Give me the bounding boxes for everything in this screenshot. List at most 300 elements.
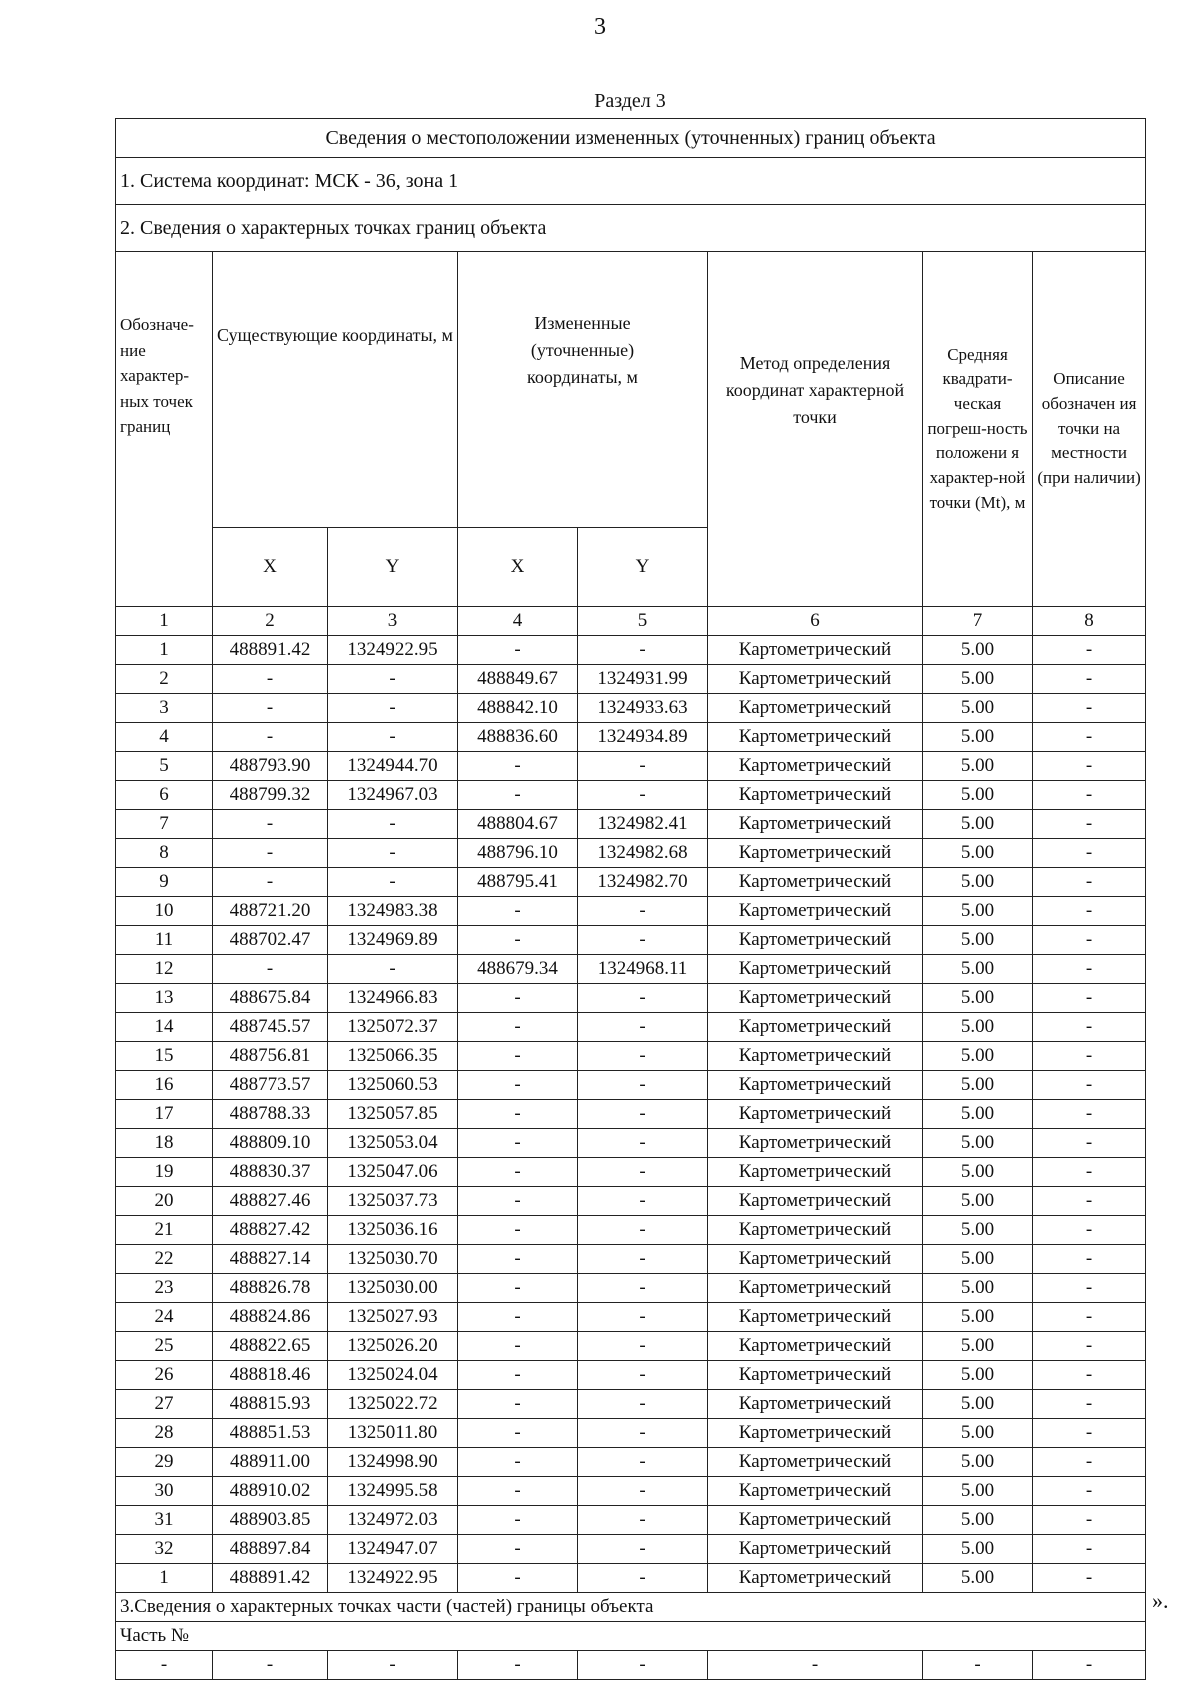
- cell-changed-y: -: [578, 1361, 708, 1390]
- cell-description: -: [1033, 1303, 1146, 1332]
- table-row: [116, 1303, 1146, 1332]
- cell-point-number: 20: [116, 1187, 213, 1216]
- table-row: [116, 752, 1146, 781]
- table-row: [116, 723, 1146, 752]
- cell-point-number: 28: [116, 1419, 213, 1448]
- table-row: [116, 1187, 1146, 1216]
- cell-method: Картометрический: [708, 955, 923, 984]
- cell-changed-x: -: [458, 1158, 578, 1187]
- cell-method: Картометрический: [708, 1158, 923, 1187]
- header-existing-y: Y: [328, 528, 458, 607]
- cell-changed-y: 1324931.99: [578, 665, 708, 694]
- cell-point-number: 9: [116, 868, 213, 897]
- cell-error: 5.00: [923, 1361, 1033, 1390]
- coordinates-table: [115, 118, 1146, 1680]
- cell-method: Картометрический: [708, 1216, 923, 1245]
- cell-description: -: [1033, 839, 1146, 868]
- cell-existing-y: 1325011.80: [328, 1419, 458, 1448]
- cell-changed-y: -: [578, 1100, 708, 1129]
- column-number: 2: [213, 607, 328, 636]
- cell-existing-y: 1325057.85: [328, 1100, 458, 1129]
- cell-existing-x: 488827.14: [213, 1245, 328, 1274]
- table-row: [116, 1448, 1146, 1477]
- cell-existing-y: -: [328, 810, 458, 839]
- cell-error: 5.00: [923, 1419, 1033, 1448]
- cell-changed-y: -: [578, 1187, 708, 1216]
- cell-method: Картометрический: [708, 1013, 923, 1042]
- cell-changed-x: -: [458, 1419, 578, 1448]
- cell-error: 5.00: [923, 636, 1033, 665]
- cell-point-number: 3: [116, 694, 213, 723]
- cell-changed-y: -: [578, 1071, 708, 1100]
- cell-changed-y: -: [578, 1274, 708, 1303]
- cell-description: -: [1033, 1042, 1146, 1071]
- table-row: [116, 636, 1146, 665]
- cell-changed-x: -: [458, 1071, 578, 1100]
- cell-existing-x: 488799.32: [213, 781, 328, 810]
- parts-heading: 3.Сведения о характерных точках части (частей) границы объекта: [116, 1593, 1146, 1622]
- table-row: [116, 839, 1146, 868]
- cell-existing-x: 488809.10: [213, 1129, 328, 1158]
- cell-changed-y: -: [578, 1129, 708, 1158]
- cell-existing-x: 488851.53: [213, 1419, 328, 1448]
- cell-changed-x: 488849.67: [458, 665, 578, 694]
- cell-method: Картометрический: [708, 752, 923, 781]
- cell-changed-y: -: [578, 984, 708, 1013]
- cell-point-number: 5: [116, 752, 213, 781]
- page-number: 3: [594, 14, 606, 40]
- cell-error: 5.00: [923, 781, 1033, 810]
- cell-changed-x: -: [458, 1361, 578, 1390]
- cell-existing-y: 1325030.70: [328, 1245, 458, 1274]
- cell-changed-y: -: [578, 1245, 708, 1274]
- cell-method: Картометрический: [708, 984, 923, 1013]
- parts-cell: -: [328, 1651, 458, 1680]
- cell-error: 5.00: [923, 1100, 1033, 1129]
- table-row: [116, 810, 1146, 839]
- cell-description: -: [1033, 1332, 1146, 1361]
- cell-method: Картометрический: [708, 1303, 923, 1332]
- cell-existing-y: 1325030.00: [328, 1274, 458, 1303]
- cell-method: Картометрический: [708, 1245, 923, 1274]
- cell-error: 5.00: [923, 1013, 1033, 1042]
- cell-description: -: [1033, 1448, 1146, 1477]
- cell-existing-y: 1325022.72: [328, 1390, 458, 1419]
- closing-mark: ».: [1152, 1588, 1169, 1613]
- cell-error: 5.00: [923, 723, 1033, 752]
- cell-changed-y: 1324933.63: [578, 694, 708, 723]
- cell-point-number: 4: [116, 723, 213, 752]
- cell-error: 5.00: [923, 1216, 1033, 1245]
- table-row: [116, 926, 1146, 955]
- table-row: [116, 694, 1146, 723]
- cell-changed-x: -: [458, 1042, 578, 1071]
- cell-existing-x: 488891.42: [213, 1564, 328, 1593]
- cell-existing-y: 1324995.58: [328, 1477, 458, 1506]
- cell-existing-y: 1325072.37: [328, 1013, 458, 1042]
- cell-point-number: 31: [116, 1506, 213, 1535]
- cell-error: 5.00: [923, 897, 1033, 926]
- cell-existing-y: 1325026.20: [328, 1332, 458, 1361]
- cell-point-number: 1: [116, 1564, 213, 1593]
- cell-point-number: 7: [116, 810, 213, 839]
- table-row: [116, 1216, 1146, 1245]
- cell-method: Картометрический: [708, 1071, 923, 1100]
- column-number: 8: [1033, 607, 1146, 636]
- cell-description: -: [1033, 868, 1146, 897]
- cell-existing-x: -: [213, 723, 328, 752]
- cell-existing-y: 1325047.06: [328, 1158, 458, 1187]
- cell-existing-x: -: [213, 955, 328, 984]
- cell-existing-x: 488745.57: [213, 1013, 328, 1042]
- cell-description: -: [1033, 1419, 1146, 1448]
- cell-point-number: 8: [116, 839, 213, 868]
- cell-changed-y: 1324982.68: [578, 839, 708, 868]
- column-numbers-row: [116, 607, 1146, 636]
- cell-existing-y: 1325066.35: [328, 1042, 458, 1071]
- cell-existing-x: 488911.00: [213, 1448, 328, 1477]
- cell-existing-y: -: [328, 868, 458, 897]
- cell-changed-x: 488796.10: [458, 839, 578, 868]
- cell-description: -: [1033, 810, 1146, 839]
- parts-cell: -: [708, 1651, 923, 1680]
- cell-point-number: 19: [116, 1158, 213, 1187]
- cell-changed-x: 488842.10: [458, 694, 578, 723]
- cell-existing-y: -: [328, 723, 458, 752]
- table-row: [116, 1477, 1146, 1506]
- cell-existing-y: 1325024.04: [328, 1361, 458, 1390]
- cell-error: 5.00: [923, 694, 1033, 723]
- cell-existing-x: 488827.46: [213, 1187, 328, 1216]
- cell-changed-x: -: [458, 1390, 578, 1419]
- cell-point-number: 2: [116, 665, 213, 694]
- cell-changed-x: -: [458, 1448, 578, 1477]
- cell-existing-x: 488815.93: [213, 1390, 328, 1419]
- cell-description: -: [1033, 984, 1146, 1013]
- cell-changed-x: -: [458, 1013, 578, 1042]
- cell-error: 5.00: [923, 1332, 1033, 1361]
- cell-point-number: 14: [116, 1013, 213, 1042]
- cell-description: -: [1033, 1158, 1146, 1187]
- cell-changed-x: -: [458, 1477, 578, 1506]
- cell-existing-y: 1324922.95: [328, 1564, 458, 1593]
- cell-description: -: [1033, 1013, 1146, 1042]
- cell-existing-x: 488818.46: [213, 1361, 328, 1390]
- table-row: [116, 1042, 1146, 1071]
- cell-error: 5.00: [923, 1187, 1033, 1216]
- cell-existing-y: -: [328, 955, 458, 984]
- cell-existing-x: 488675.84: [213, 984, 328, 1013]
- table-row: [116, 1419, 1146, 1448]
- cell-description: -: [1033, 955, 1146, 984]
- cell-description: -: [1033, 1535, 1146, 1564]
- cell-existing-y: 1325037.73: [328, 1187, 458, 1216]
- cell-method: Картометрический: [708, 1506, 923, 1535]
- cell-changed-x: -: [458, 1535, 578, 1564]
- cell-existing-x: 488702.47: [213, 926, 328, 955]
- cell-method: Картометрический: [708, 1535, 923, 1564]
- cell-method: Картометрический: [708, 636, 923, 665]
- cell-point-number: 10: [116, 897, 213, 926]
- cell-changed-y: 1324982.70: [578, 868, 708, 897]
- cell-existing-y: 1325036.16: [328, 1216, 458, 1245]
- cell-existing-y: 1325053.04: [328, 1129, 458, 1158]
- cell-error: 5.00: [923, 1158, 1033, 1187]
- cell-changed-y: -: [578, 1506, 708, 1535]
- cell-existing-y: 1324967.03: [328, 781, 458, 810]
- part-number-label: Часть №: [116, 1622, 1146, 1651]
- cell-changed-x: -: [458, 1564, 578, 1593]
- cell-description: -: [1033, 636, 1146, 665]
- cell-changed-y: 1324968.11: [578, 955, 708, 984]
- cell-point-number: 12: [116, 955, 213, 984]
- cell-description: -: [1033, 694, 1146, 723]
- cell-point-number: 22: [116, 1245, 213, 1274]
- table-row: [116, 1013, 1146, 1042]
- cell-point-number: 32: [116, 1535, 213, 1564]
- table-row: [116, 1274, 1146, 1303]
- cell-changed-y: -: [578, 1216, 708, 1245]
- cell-point-number: 13: [116, 984, 213, 1013]
- table-row: [116, 781, 1146, 810]
- cell-method: Картометрический: [708, 723, 923, 752]
- cell-existing-y: -: [328, 665, 458, 694]
- cell-description: -: [1033, 1506, 1146, 1535]
- cell-point-number: 27: [116, 1390, 213, 1419]
- cell-method: Картометрический: [708, 1187, 923, 1216]
- cell-changed-y: -: [578, 1303, 708, 1332]
- header-point-designation: Обозначе-ние характер-ных точек границ: [116, 252, 213, 607]
- cell-method: Картометрический: [708, 926, 923, 955]
- cell-existing-y: 1325027.93: [328, 1303, 458, 1332]
- cell-description: -: [1033, 1129, 1146, 1158]
- cell-existing-y: 1324998.90: [328, 1448, 458, 1477]
- cell-changed-x: -: [458, 1100, 578, 1129]
- cell-changed-x: 488804.67: [458, 810, 578, 839]
- column-number: 3: [328, 607, 458, 636]
- cell-description: -: [1033, 1245, 1146, 1274]
- cell-existing-x: 488826.78: [213, 1274, 328, 1303]
- cell-changed-y: -: [578, 1013, 708, 1042]
- table-row: [116, 868, 1146, 897]
- cell-description: -: [1033, 781, 1146, 810]
- cell-changed-x: -: [458, 781, 578, 810]
- header-changed-coords: Измененные (уточненные) координаты, м: [458, 252, 708, 528]
- cell-existing-y: 1324969.89: [328, 926, 458, 955]
- table-row: [116, 1390, 1146, 1419]
- cell-changed-y: -: [578, 1448, 708, 1477]
- cell-existing-y: -: [328, 839, 458, 868]
- cell-changed-y: -: [578, 1419, 708, 1448]
- column-number: 1: [116, 607, 213, 636]
- cell-changed-x: -: [458, 1187, 578, 1216]
- cell-error: 5.00: [923, 1506, 1033, 1535]
- cell-point-number: 24: [116, 1303, 213, 1332]
- cell-point-number: 26: [116, 1361, 213, 1390]
- cell-method: Картометрический: [708, 1477, 923, 1506]
- cell-description: -: [1033, 723, 1146, 752]
- cell-description: -: [1033, 1071, 1146, 1100]
- cell-existing-x: 488897.84: [213, 1535, 328, 1564]
- cell-point-number: 16: [116, 1071, 213, 1100]
- table-row: [116, 984, 1146, 1013]
- cell-description: -: [1033, 665, 1146, 694]
- section-label: Раздел 3: [594, 90, 666, 112]
- parts-cell: -: [1033, 1651, 1146, 1680]
- table-row: [116, 1071, 1146, 1100]
- cell-error: 5.00: [923, 1129, 1033, 1158]
- cell-description: -: [1033, 1564, 1146, 1593]
- header-changed-y: Y: [578, 528, 708, 607]
- parts-cell: -: [458, 1651, 578, 1680]
- cell-changed-x: -: [458, 1303, 578, 1332]
- cell-error: 5.00: [923, 1303, 1033, 1332]
- cell-changed-y: 1324982.41: [578, 810, 708, 839]
- table-row: [116, 1506, 1146, 1535]
- cell-method: Картометрический: [708, 1390, 923, 1419]
- cell-changed-y: -: [578, 1042, 708, 1071]
- cell-description: -: [1033, 752, 1146, 781]
- cell-existing-x: 488910.02: [213, 1477, 328, 1506]
- cell-method: Картометрический: [708, 781, 923, 810]
- cell-method: Картометрический: [708, 1361, 923, 1390]
- cell-error: 5.00: [923, 1071, 1033, 1100]
- cell-description: -: [1033, 1100, 1146, 1129]
- cell-existing-x: 488824.86: [213, 1303, 328, 1332]
- points-heading: 2. Сведения о характерных точках границ объекта: [116, 205, 1146, 252]
- parts-cell: -: [116, 1651, 213, 1680]
- cell-existing-y: 1324972.03: [328, 1506, 458, 1535]
- cell-error: 5.00: [923, 752, 1033, 781]
- cell-point-number: 15: [116, 1042, 213, 1071]
- cell-changed-y: -: [578, 781, 708, 810]
- table-row: [116, 1100, 1146, 1129]
- cell-point-number: 17: [116, 1100, 213, 1129]
- cell-changed-y: -: [578, 1332, 708, 1361]
- cell-method: Картометрический: [708, 1564, 923, 1593]
- parts-cell: -: [213, 1651, 328, 1680]
- cell-changed-y: -: [578, 1390, 708, 1419]
- cell-error: 5.00: [923, 1448, 1033, 1477]
- cell-changed-x: 488795.41: [458, 868, 578, 897]
- cell-point-number: 25: [116, 1332, 213, 1361]
- cell-error: 5.00: [923, 839, 1033, 868]
- cell-changed-y: -: [578, 1477, 708, 1506]
- table-row: [116, 897, 1146, 926]
- cell-existing-y: 1324922.95: [328, 636, 458, 665]
- header-error: Средняя квадрати-ческая погреш-ность положени я характер-ной точки (Mt), м: [923, 252, 1033, 607]
- header-changed-x: X: [458, 528, 578, 607]
- cell-description: -: [1033, 1361, 1146, 1390]
- cell-error: 5.00: [923, 1245, 1033, 1274]
- cell-existing-y: 1324983.38: [328, 897, 458, 926]
- cell-error: 5.00: [923, 1390, 1033, 1419]
- table-row: [116, 1361, 1146, 1390]
- cell-existing-x: 488793.90: [213, 752, 328, 781]
- cell-method: Картометрический: [708, 1448, 923, 1477]
- cell-changed-x: -: [458, 636, 578, 665]
- cell-point-number: 11: [116, 926, 213, 955]
- cell-description: -: [1033, 1216, 1146, 1245]
- cell-method: Картометрический: [708, 1274, 923, 1303]
- cell-method: Картометрический: [708, 1100, 923, 1129]
- cell-method: Картометрический: [708, 810, 923, 839]
- cell-error: 5.00: [923, 955, 1033, 984]
- cell-existing-x: 488773.57: [213, 1071, 328, 1100]
- cell-changed-x: -: [458, 926, 578, 955]
- cell-changed-y: -: [578, 1535, 708, 1564]
- cell-error: 5.00: [923, 984, 1033, 1013]
- table-row: [116, 1332, 1146, 1361]
- column-number: 5: [578, 607, 708, 636]
- cell-changed-y: -: [578, 1158, 708, 1187]
- cell-existing-x: 488721.20: [213, 897, 328, 926]
- cell-point-number: 29: [116, 1448, 213, 1477]
- cell-existing-x: -: [213, 694, 328, 723]
- cell-existing-x: -: [213, 665, 328, 694]
- cell-existing-y: 1324966.83: [328, 984, 458, 1013]
- cell-changed-y: -: [578, 897, 708, 926]
- cell-changed-x: -: [458, 984, 578, 1013]
- cell-point-number: 1: [116, 636, 213, 665]
- cell-existing-x: 488756.81: [213, 1042, 328, 1071]
- parts-cell: -: [923, 1651, 1033, 1680]
- column-number: 6: [708, 607, 923, 636]
- cell-description: -: [1033, 1274, 1146, 1303]
- cell-existing-x: -: [213, 839, 328, 868]
- cell-method: Картометрический: [708, 1129, 923, 1158]
- cell-error: 5.00: [923, 1042, 1033, 1071]
- cell-existing-x: -: [213, 810, 328, 839]
- cell-changed-y: -: [578, 1564, 708, 1593]
- cell-error: 5.00: [923, 926, 1033, 955]
- cell-changed-x: 488679.34: [458, 955, 578, 984]
- header-existing-x: X: [213, 528, 328, 607]
- cell-existing-y: 1325060.53: [328, 1071, 458, 1100]
- cell-error: 5.00: [923, 1274, 1033, 1303]
- table-row: [116, 1158, 1146, 1187]
- cell-description: -: [1033, 1187, 1146, 1216]
- cell-changed-y: -: [578, 752, 708, 781]
- cell-changed-x: 488836.60: [458, 723, 578, 752]
- parts-cell: -: [578, 1651, 708, 1680]
- table-row: [116, 1245, 1146, 1274]
- cell-changed-x: -: [458, 1245, 578, 1274]
- column-number: 4: [458, 607, 578, 636]
- cell-changed-x: -: [458, 1274, 578, 1303]
- cell-error: 5.00: [923, 1535, 1033, 1564]
- cell-changed-y: -: [578, 636, 708, 665]
- cell-error: 5.00: [923, 1477, 1033, 1506]
- cell-method: Картометрический: [708, 694, 923, 723]
- cell-changed-x: -: [458, 1129, 578, 1158]
- cell-changed-y: 1324934.89: [578, 723, 708, 752]
- cell-error: 5.00: [923, 665, 1033, 694]
- coordinate-system: 1. Система координат: МСК - 36, зона 1: [116, 158, 1146, 205]
- cell-description: -: [1033, 1390, 1146, 1419]
- cell-existing-y: 1324947.07: [328, 1535, 458, 1564]
- table-row: [116, 1535, 1146, 1564]
- cell-point-number: 30: [116, 1477, 213, 1506]
- cell-description: -: [1033, 1477, 1146, 1506]
- cell-point-number: 21: [116, 1216, 213, 1245]
- cell-error: 5.00: [923, 810, 1033, 839]
- cell-changed-x: -: [458, 1216, 578, 1245]
- cell-method: Картометрический: [708, 839, 923, 868]
- cell-existing-x: -: [213, 868, 328, 897]
- table-row: [116, 1129, 1146, 1158]
- cell-changed-y: -: [578, 926, 708, 955]
